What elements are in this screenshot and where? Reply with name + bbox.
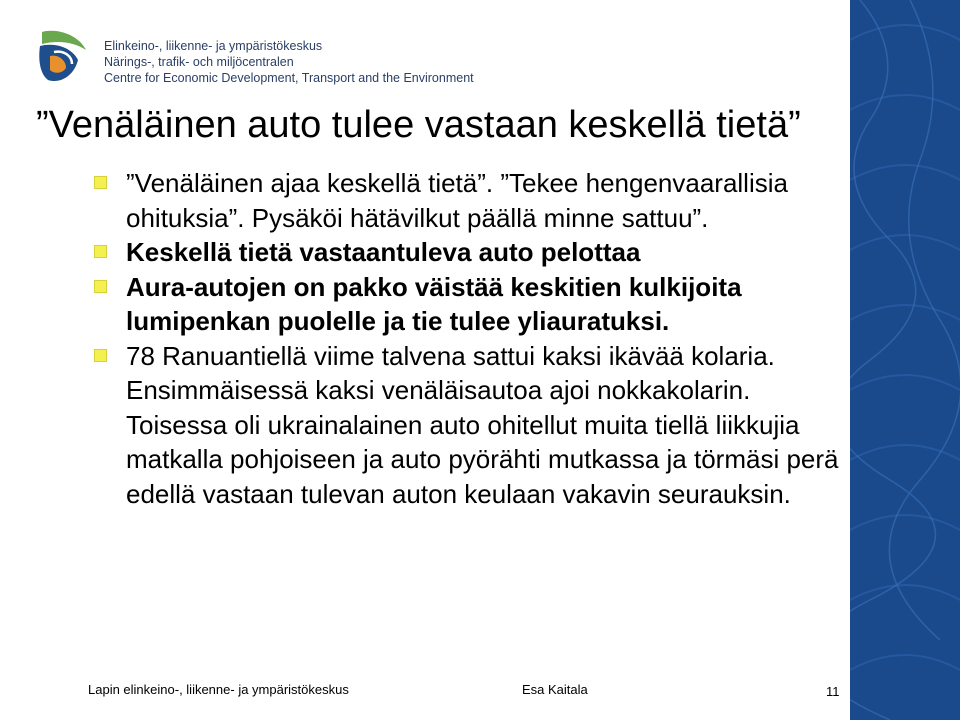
- organization-logo-text: [104, 38, 474, 86]
- footer-author: Esa Kaitala: [522, 682, 588, 697]
- square-bullet-icon: [94, 349, 107, 362]
- logo-line-fi: Elinkeino-, liikenne- ja ympäristökeskus: [104, 39, 323, 53]
- bullet-text: 78 Ranuantiellä viime talvena sattui kaksi ikävää kolaria. Ensimmäisessä kaksi venäläisautoa ajoi nokkakolarin. Toisessa oli ukrainalainen auto ohitellut muita tiellä liikkujia matkalla pohjoiseen ja auto pyörähti mutkassa ja törmäsi perä edellä vastaan tulevan auton keulaan vakavin seurauksin.: [126, 340, 839, 509]
- square-bullet-icon: [94, 176, 107, 189]
- wave-pattern: [850, 0, 960, 720]
- bullet-item: [94, 166, 850, 235]
- logo-line-sv: Närings-, trafik- och miljöcentralen: [104, 55, 294, 69]
- bullet-item: [94, 270, 850, 339]
- square-bullet-icon: [94, 280, 107, 293]
- ely-logo-icon: [34, 26, 94, 88]
- logo-line-en: Centre for Economic Development, Transport and the Environment: [104, 71, 474, 85]
- bullet-list: [94, 166, 850, 511]
- bullet-item: [94, 339, 850, 512]
- bullet-text: Aura-autojen on pakko väistää keskitien kulkijoita lumipenkan puolelle ja tie tulee yliauratuksi.: [126, 271, 742, 336]
- page-number: 11: [826, 684, 840, 699]
- bullet-text: Keskellä tietä vastaantuleva auto pelottaa: [126, 237, 641, 267]
- footer-organization: Lapin elinkeino-, liikenne- ja ympäristökeskus: [88, 682, 349, 697]
- slide-title: ”Venäläinen auto tulee vastaan keskellä tietä”: [36, 104, 801, 146]
- bullet-text: ”Venäläinen ajaa keskellä tietä”. ”Tekee hengenvaarallisia ohituksia”. Pysäköi hätävilkut päällä minne sattuu”.: [126, 168, 788, 233]
- square-bullet-icon: [94, 245, 107, 258]
- bullet-item: [94, 235, 850, 270]
- decorative-side-band: [850, 0, 960, 720]
